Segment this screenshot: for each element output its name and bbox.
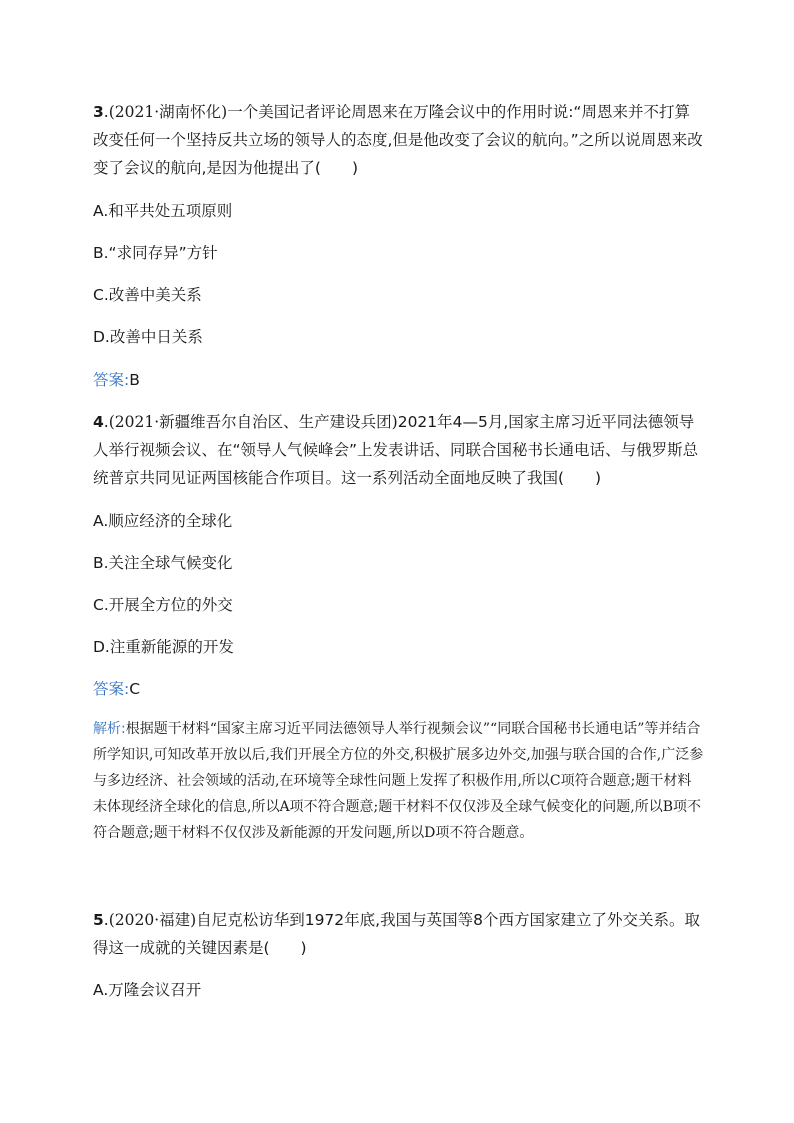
question-text: 自尼克松访华到1972年底,我国与英国等8个西方国家建立了外交关系。取得这一成就的关键因素是( ): [93, 911, 700, 957]
question-source: .(2020·福建): [103, 911, 197, 929]
question-4-stem: [93, 408, 705, 492]
option-b: B.“求同存异”方针: [93, 244, 218, 262]
option-a: A.顺应经济的全球化: [93, 512, 233, 530]
question-text: 2021年4—5月,国家主席习近平同法德领导人举行视频会议、在“领导人气候峰会”上发表讲话、同联合国秘书长通电话、与俄罗斯总统普京共同见证两国核能合作项目。这一系列活动全面地反映了我国( ): [93, 413, 699, 487]
question-number: 4: [93, 413, 104, 431]
option-a: A.和平共处五项原则: [93, 202, 233, 220]
analysis-label: 解析:: [93, 721, 126, 737]
option-d: D.注重新能源的开发: [93, 638, 234, 656]
question-source: .(2021·新疆维吾尔自治区、生产建设兵团): [103, 413, 398, 431]
question-5-stem: [93, 906, 705, 962]
question-number: 3: [93, 103, 104, 121]
analysis-text: 根据题干材料“国家主席习近平同法德领导人举行视频会议”“同联合国秘书长通电话”等并结合所学知识,可知改革开放以后,我们开展全方位的外交,积极扩展多边外交,加强与联合国的合作,广泛参与多边经济、社会领域的活动,在环境等全球性问题上发挥了积极作用,所以C项符合题意;题干材料未体现经济全球化的信息,所以A项不符合题意;题干材料不仅仅涉及全球气候变化的问题,所以B项不符合题意;题干材料不仅仅涉及新能源的开发问题,所以D项不符合题意。: [93, 721, 704, 841]
question-text: 一个美国记者评论周恩来在万隆会议中的作用时说:“周恩来并不打算改变任何一个坚持反共立场的领导人的态度,但是他改变了会议的航向。”之所以说周恩来改变了会议的航向,是因为他提出了( ): [93, 103, 703, 177]
option-c: C.开展全方位的外交: [93, 596, 233, 614]
answer-value: C: [129, 680, 141, 698]
option-c: C.改善中美关系: [93, 286, 202, 304]
answer-4: [93, 677, 705, 701]
question-source: .(2021·湖南怀化): [103, 103, 228, 121]
analysis-4: [93, 716, 705, 846]
option-d: D.改善中日关系: [93, 328, 203, 346]
answer-label: 答案:: [93, 680, 130, 698]
question-3-stem: [93, 98, 705, 182]
answer-3: [93, 368, 705, 392]
question-number: 5: [93, 911, 104, 929]
answer-value: B: [129, 371, 140, 389]
answer-label: 答案:: [93, 371, 130, 389]
option-a: A.万隆会议召开: [93, 981, 202, 999]
option-b: B.关注全球气候变化: [93, 554, 233, 572]
